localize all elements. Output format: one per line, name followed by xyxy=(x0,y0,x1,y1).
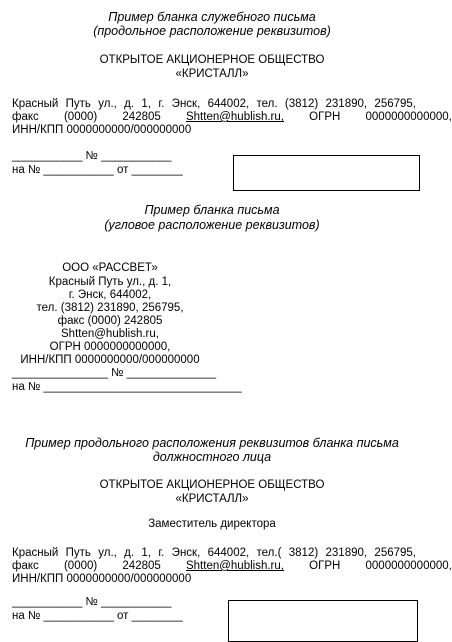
sec1-number-field: ___________ № ___________ xyxy=(12,150,172,162)
sec3-addressee-box xyxy=(228,600,418,642)
sec1-inn-line: ИНН/КПП 0000000000/000000000 xyxy=(12,124,192,136)
sec1-addressee-box xyxy=(233,155,420,191)
sec2-fax: факс (0000) 242805 xyxy=(57,315,163,327)
sec3-address-line: Красный Путь ул., д. 1, г. Энск, 644002, тел.( 3812) 231890, 256795, xyxy=(12,547,416,559)
sec2-ogrn: ОГРН 0000000000000, xyxy=(49,341,171,353)
sec1-org-name: ОТКРЫТОЕ АКЦИОНЕРНОЕ ОБЩЕСТВО xyxy=(99,54,325,66)
sec1-fax: факс (0000) 242805 xyxy=(12,111,186,123)
sec3-number-field: ___________ № ___________ xyxy=(12,596,172,608)
sec3-org-quote: «КРИСТАЛЛ» xyxy=(175,493,249,505)
sec1-email-link[interactable]: Shtten@hublish.ru, xyxy=(185,111,284,123)
sec2-org-name: ООО «РАССВЕТ» xyxy=(62,262,158,274)
sec1-title: Пример бланка служебного письма xyxy=(108,10,316,24)
sec1-ogrn: ОГРН 0000000000000, xyxy=(283,111,452,123)
sec3-reference-field: на № ___________ от ________ xyxy=(12,610,183,622)
sec1-subtitle: (продольное расположение реквизитов) xyxy=(93,24,331,38)
sec1-org-quote: «КРИСТАЛЛ» xyxy=(175,68,249,80)
sec2-email[interactable]: Shtten@hublish.ru, xyxy=(61,328,159,340)
sec3-subtitle: должностного лица xyxy=(152,450,272,464)
sec1-reference-field: на № ___________ от ________ xyxy=(12,164,183,176)
sec2-subtitle: (угловое расположение реквизитов) xyxy=(104,218,320,232)
sec2-inn: ИНН/КПП 0000000000/000000000 xyxy=(20,354,200,366)
sec3-fax: факс (0000) 242805 xyxy=(12,560,186,572)
sec2-number-field: _______________ № ______________ xyxy=(12,367,217,379)
sec3-inn-line: ИНН/КПП 0000000000/000000000 xyxy=(12,573,192,585)
sec2-phone: тел. (3812) 231890, 256795, xyxy=(36,302,184,314)
sec3-ogrn: ОГРН 0000000000000, xyxy=(283,560,452,572)
sec1-contacts-line xyxy=(12,111,452,123)
sec3-email-link[interactable]: Shtten@hublish.ru, xyxy=(185,560,284,572)
sec2-reference-field: на № _______________________________ xyxy=(12,381,242,393)
sec3-position: Заместитель директора xyxy=(148,518,276,530)
sec2-address-street: Красный Путь ул., д. 1, xyxy=(48,276,172,288)
sec3-org-name: ОТКРЫТОЕ АКЦИОНЕРНОЕ ОБЩЕСТВО xyxy=(99,479,325,491)
sec2-address-city: г. Энск, 644002, xyxy=(68,289,152,301)
sec3-contacts-line xyxy=(12,560,452,572)
sec3-title: Пример продольного расположения реквизитов бланка письма xyxy=(25,436,399,450)
sec1-address-line: Красный Путь ул., д. 1, г. Энск, 644002, тел. (3812) 231890, 256795, xyxy=(12,98,416,110)
sec2-title: Пример бланка письма xyxy=(144,203,280,217)
